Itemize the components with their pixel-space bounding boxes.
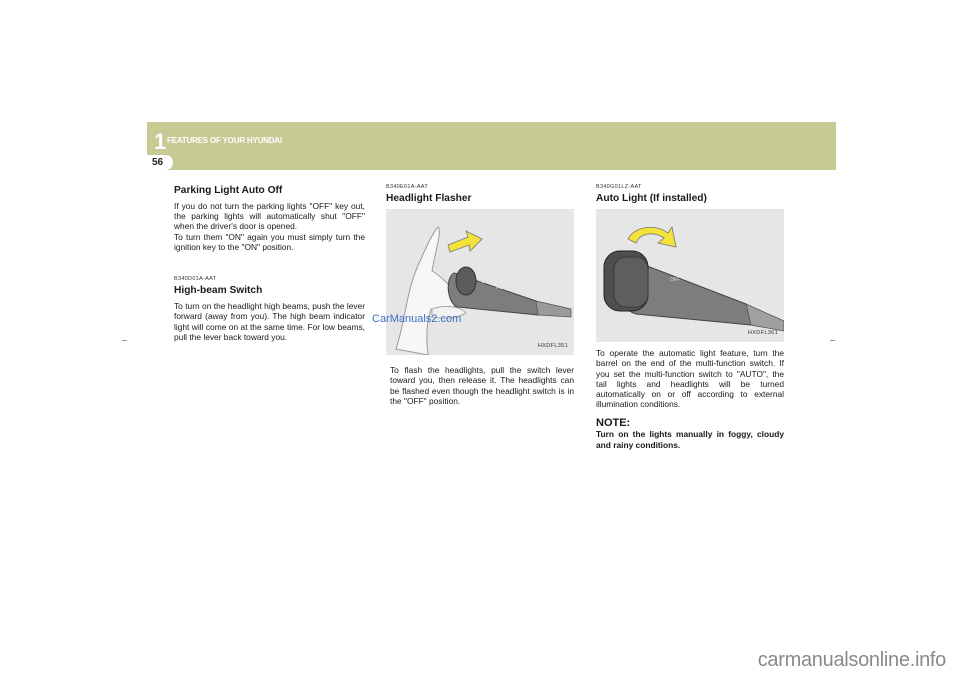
parking-light-text: If you do not turn the parking lights "OFF" key out, the parking lights will automatically shut "OFF" when the driver's door is opened. [174, 201, 365, 232]
auto-light-figure [596, 209, 784, 342]
auto-light-heading: Auto Light (If installed) [596, 193, 707, 205]
chapter-title: FEATURES OF YOUR HYUNDAI [167, 136, 282, 145]
svg-text:OFF: OFF [670, 277, 680, 284]
watermark-link[interactable]: CarManuals2.com [372, 313, 462, 325]
parking-light-heading: Parking Light Auto Off [174, 185, 283, 196]
margin-tick-right [830, 340, 835, 341]
chapter-header-band [147, 122, 836, 170]
auto-light-illustration [596, 209, 784, 342]
footer-watermark: carmanualsonline.info [757, 649, 946, 671]
margin-tick-left [122, 340, 127, 341]
high-beam-text: To turn on the headlight high beams, push the lever forward (away from you). The high beam indicator light will come on at the same time. For low beams, pull the lever back toward you. [174, 301, 365, 342]
auto-light-figure-label: HXDFL361 [747, 330, 778, 336]
high-beam-heading: High-beam Switch [174, 285, 263, 297]
column-3 [596, 182, 784, 450]
flasher-illustration [386, 209, 574, 355]
column-1 [174, 185, 365, 342]
svg-text:AUTO: AUTO [654, 265, 668, 272]
auto-light-code: B340G01LZ-AAT [596, 184, 642, 190]
column-2 [386, 182, 574, 406]
high-beam-code: B340D01A-AAT [174, 276, 217, 283]
svg-text:AUTO: AUTO [496, 285, 510, 292]
page-number: 56 [152, 157, 164, 168]
auto-light-text: To operate the automatic light feature, turn the barrel on the end of the multi-function switch. If you set the multi-function switch to "AUTO", the tail lights and headlights will be turned automatically on or off according to external illumination conditions. [596, 348, 784, 410]
parking-light-text-2: To turn them "ON" again you must simply turn the ignition key to the "ON" position. [174, 231, 365, 252]
headlight-flasher-figure [386, 209, 574, 355]
flasher-code: B340E01A-AAT [386, 184, 429, 190]
flasher-figure-label: HXDFL351 [537, 343, 568, 349]
note-title: NOTE: [596, 417, 631, 430]
svg-text:OFF: OFF [481, 279, 491, 286]
flasher-heading: Headlight Flasher [386, 193, 472, 205]
chapter-number: 1 [154, 129, 167, 154]
note-text: Turn on the lights manually in foggy, cloudy and rainy conditions. [596, 429, 784, 450]
flasher-text: To flash the headlights, pull the switch lever toward you, then release it. The headlights can be flashed even though the headlight switch is in the "OFF" position. [390, 365, 574, 406]
